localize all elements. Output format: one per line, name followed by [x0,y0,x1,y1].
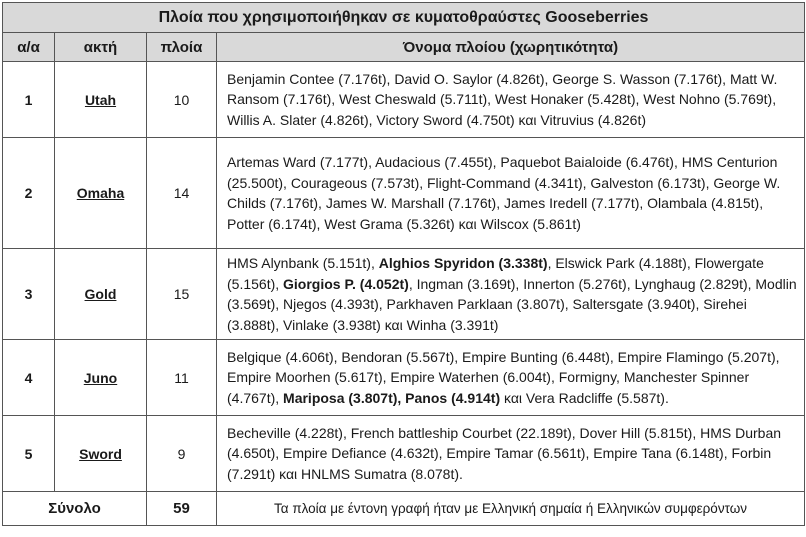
ship-names-segment: Artemas Ward (7.177t), Audacious (7.455t), Paquebot Baialoide (6.476t), HMS Centurion (25.500t), Courageous (7.573t), Flight-Command (4.341t), Galveston (6.173t), George W. Childs (7.176t), James W. Marshall (7.176t), James Iredell (7.177t), Olambala (4.815t), Potter (6.174t), West Grama (5.326t) και Wilscox (5.861t) [227,154,781,232]
row-index: 4 [3,340,55,416]
row-beach: Sword [55,416,147,492]
row-ship-names [217,138,805,249]
ship-names-segment: Benjamin Contee (7.176t), David O. Saylor (4.826t), George S. Wasson (7.176t), Matt W. Ransom (7.176t), West Cheswald (5.711t), West Honaker (5.428t), West Nohno (5.769t), Willis A. Slater (4.826t), Victory Sword (4.750t) και Vitruvius (4.826t) [227,70,778,128]
row-ship-count: 10 [147,62,217,138]
row-index: 2 [3,138,55,249]
row-beach: Omaha [55,138,147,249]
table-row [3,340,805,416]
greek-ship-names: Giorgios P. (4.052t) [283,275,409,292]
row-beach: Gold [55,249,147,340]
row-index: 5 [3,416,55,492]
ship-names-segment: HMS Alynbank (5.151t), [227,255,379,271]
row-index: 1 [3,62,55,138]
table-title: Πλοία που χρησιμοποιήθηκαν σε κυματοθραύστες Gooseberries [3,3,805,33]
ship-names-segment: Becheville (4.228t), French battleship Courbet (22.189t), Dover Hill (5.815t), HMS Durban (4.650t), Empire Defiance (4.632t), Empire Tamar (6.561t), Empire Tana (6.148t), Forbin (7.291t) και HNLMS Sumatra (8.078t). [227,424,782,482]
header-ship-names: Όνομα πλοίου (χωρητικότητα) [217,33,805,62]
table-row [3,138,805,249]
row-ship-names [217,62,805,138]
header-beach: ακτή [55,33,147,62]
row-ship-names [217,249,805,340]
ship-names-segment: Belgique (4.606t), Bendoran (5.567t), Empire Bunting (6.448t), Empire Flamingo (5.207t), Empire Moorhen (5.617t), Empire Waterhen (6.004t), Formigny, Manchester Spinner (4.767t), [227,348,780,406]
table-row [3,62,805,138]
greek-ship-names: Mariposa (3.807t), Panos (4.914t) [283,389,501,406]
greek-ship-names: Alghios Spyridon (3.338t) [378,255,548,271]
row-ship-count: 9 [147,416,217,492]
header-row [3,33,805,62]
header-index: α/α [3,33,55,62]
row-index: 3 [3,249,55,340]
footer-note: Τα πλοία με έντονη γραφή ήταν με Ελληνική σημαία ή Ελληνικών συμφερόντων [217,492,805,526]
ship-names-segment: και Vera Radcliffe (5.587t). [500,389,669,406]
row-ship-names [217,416,805,492]
row-beach: Utah [55,62,147,138]
table-body [3,62,805,492]
row-ship-count: 11 [147,340,217,416]
row-ship-count: 14 [147,138,217,249]
row-ship-count: 15 [147,249,217,340]
table-row [3,416,805,492]
row-ship-names [217,340,805,416]
table-row [3,249,805,340]
ships-table [2,2,805,526]
header-ships: πλοία [147,33,217,62]
total-value: 59 [147,492,217,526]
total-label: Σύνολο [3,492,147,526]
footer-row [3,492,805,526]
ship-names-segment: , Ingman (3.169t), Innerton (5.276t), Lynghaug (2.829t), Modlin (3.569t), Njegos (4.393t), Parkhaven Parklaan (3.807t), Saltersgate (3.940t), Sirehei (3.888t), Vinlake (3.938t) και Winha (3.391t) [227,275,797,333]
row-beach: Juno [55,340,147,416]
ship-names-segment: , Elswick Park (4.188t), Flowergate (5.156t), [227,255,764,292]
